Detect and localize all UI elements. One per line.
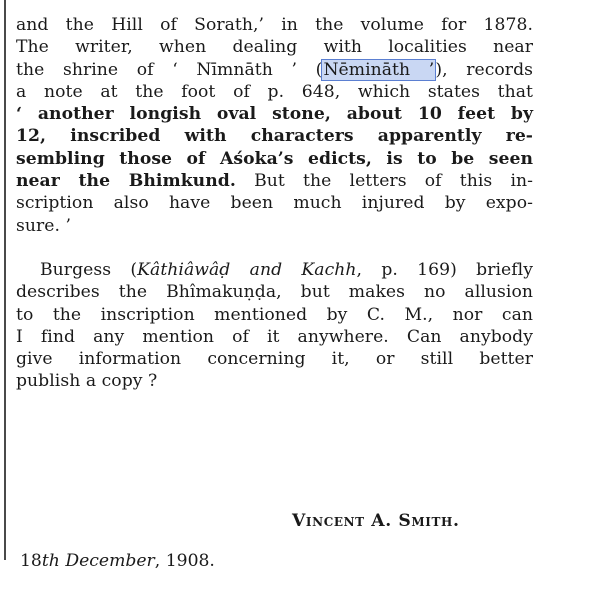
text-fragment: , p. 169) briefly <box>356 259 533 280</box>
text-line: and the Hill of Sorath,’ in the volume for 1878. <box>16 15 533 35</box>
text-line <box>16 170 533 192</box>
text-line: publish a copy ? <box>16 371 158 392</box>
book-title: Kâthiâwâḍ and Kachh <box>137 259 357 280</box>
text-line: ‘ another longish oval stone, about 10 feet by <box>16 104 533 125</box>
dateline <box>20 551 215 571</box>
paragraph-gap <box>16 237 533 259</box>
text-line: give information concerning it, or still better <box>16 349 533 370</box>
text-line: sembling those of Aśoka’s edicts, is to be seen <box>16 148 533 169</box>
text-fragment: ), records <box>435 59 533 80</box>
text-line <box>16 259 533 281</box>
text-line: to the inscription mentioned by C. M., nor can <box>16 304 533 325</box>
date-year: , 1908. <box>154 551 215 571</box>
text-fragment: near the Bhimkund. <box>16 171 236 192</box>
date-month: December <box>59 551 155 571</box>
margin-rule <box>4 0 6 560</box>
author-signature: Vincent A. Smith. <box>292 511 460 531</box>
text-line: sure. ’ <box>16 215 72 236</box>
text-line: scription also have been much injured by expo- <box>16 193 533 214</box>
text-fragment: But the letters of this in- <box>235 171 533 192</box>
text-fragment: Burgess ( <box>40 259 138 280</box>
text-line: 12, inscribed with characters apparently re- <box>16 126 533 147</box>
text-line: I find any mention of it anywhere. Can anybody <box>16 326 533 347</box>
selected-text-highlight[interactable]: Nēmināth ’ <box>323 59 435 80</box>
text-line: describes the Bhîmakuṇḍa, but makes no allusion <box>16 282 533 303</box>
article-body <box>16 14 533 393</box>
date-suffix: th <box>41 551 60 571</box>
text-line: a note at the foot of p. 648, which states that <box>16 81 533 102</box>
text-line <box>16 59 533 81</box>
text-fragment: the shrine of ‘ Nīmnāth ’ ( <box>16 59 323 80</box>
date-day: 18 <box>20 551 42 571</box>
text-line: The writer, when dealing with localities near <box>16 37 533 58</box>
